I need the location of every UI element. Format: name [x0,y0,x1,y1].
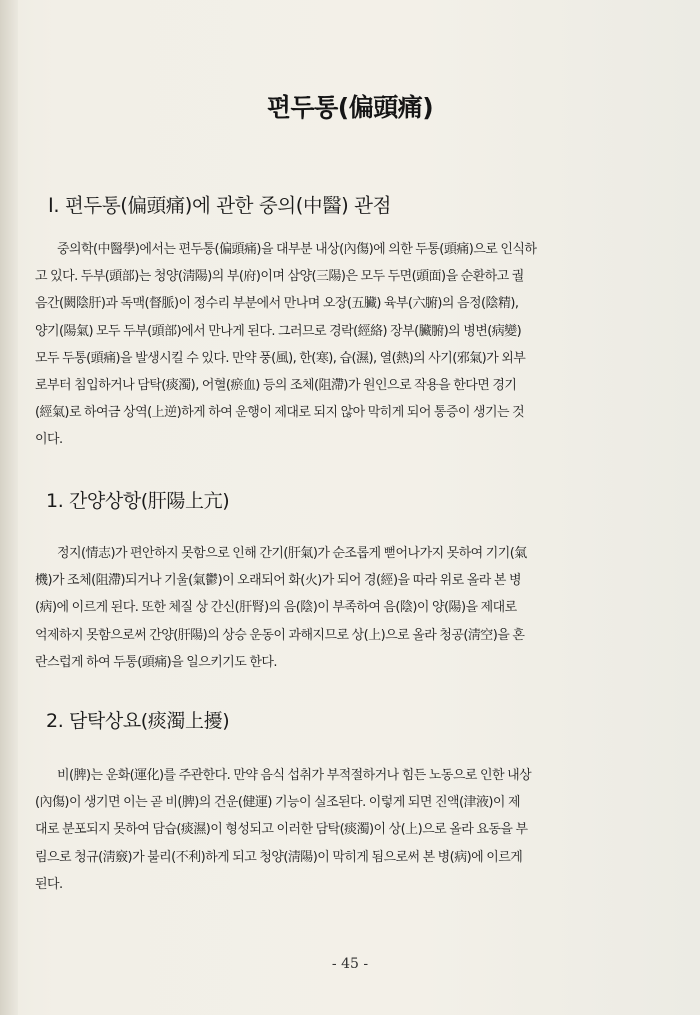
paragraph-line: 고 있다. 두부(頭部)는 청양(淸陽)의 부(府)이며 삼양(三陽)은 모두 두면(頭面)을 순환하고 궐 [35,269,524,285]
paragraph-line: (病)에 이르게 된다. 또한 체질 상 간신(肝腎)의 음(陰)이 부족하여 음(陰)이 양(陽)을 제대로 [35,600,517,616]
paragraph-line: 機)가 조체(阻滯)되거나 기울(氣鬱)이 오래되어 화(火)가 되어 경(經)을 따라 위로 올라 본 병 [35,573,521,589]
paragraph-line: 림으로 청규(淸竅)가 불리(不利)하게 되고 청양(淸陽)이 막히게 됨으로써 본 병(病)에 이르게 [35,849,523,865]
paragraph-line: 음간(闕陰肝)과 독맥(督脈)이 정수리 부분에서 만나며 오장(五臟) 육부(六腑)의 음정(陰精), [35,296,519,312]
paragraph-line: 란스럽게 하여 두통(頭痛)을 일으키기도 한다. [35,654,277,670]
paragraph-line: 비(脾)는 운화(運化)를 주관한다. 만약 음식 섭취가 부적절하거나 힘든 노동으로 인한 내상 [57,768,532,783]
section-heading-1: Ⅰ. 편두통(偏頭痛)에 관한 중의(中醫) 관점 [48,194,392,217]
paragraph-line: (內傷)이 생기면 이는 곧 비(脾)의 건운(健運) 기능이 실조된다. 이렇게 되면 진액(津液)이 제 [35,795,521,811]
paragraph-line: 로부터 침입하거나 담탁(痰濁), 어혈(瘀血) 등의 조체(阻滯)가 원인으로 작용을 한다면 경기 [35,378,517,394]
page-title: 편두통(偏頭痛) [266,93,434,122]
paragraph-line: 양기(陽氣) 모두 두부(頭部)에서 만나게 된다. 그러므로 경락(經絡) 장부(臟腑)의 병변(病變) [35,323,522,339]
paragraph-line: (經氣)로 하여금 상역(上逆)하게 하여 운행이 제대로 되지 않아 막히게 되어 통증이 생기는 것 [35,405,525,421]
page-spine-shadow [0,0,18,1015]
paragraph-line: 정지(情志)가 편안하지 못함으로 인해 간기(肝氣)가 순조롭게 뻗어나가지 못하여 기기(氣 [57,546,527,561]
section-3-paragraph [35,762,635,898]
section-heading-3: 2. 담탁상요(痰濁上擾) [46,710,230,732]
paragraph-line: 모두 두통(頭痛)을 발생시킬 수 있다. 만약 풍(風), 한(寒), 습(濕), 열(熱)의 사기(邪氣)가 외부 [35,350,526,366]
section-2-paragraph [35,540,635,676]
paragraph-line: 억제하지 못함으로써 간양(肝陽)의 상승 운동이 과해지므로 상(上)으로 올라 청공(淸空)을 혼 [35,627,525,643]
section-1-paragraph [35,236,635,454]
section-heading-2: 1. 간양상항(肝陽上亢) [46,490,230,512]
paragraph-line: 된다. [35,876,63,892]
page-number: - 45 - [331,956,369,972]
paragraph-line: 중의학(中醫學)에서는 편두통(偏頭痛)을 대부분 내상(內傷)에 의한 두통(頭痛)으로 인식하 [57,242,537,257]
paragraph-line: 이다. [35,432,63,448]
paragraph-line: 대로 분포되지 못하여 담습(痰濕)이 형성되고 이러한 담탁(痰濁)이 상(上)으로 올라 요동을 부 [35,822,528,838]
